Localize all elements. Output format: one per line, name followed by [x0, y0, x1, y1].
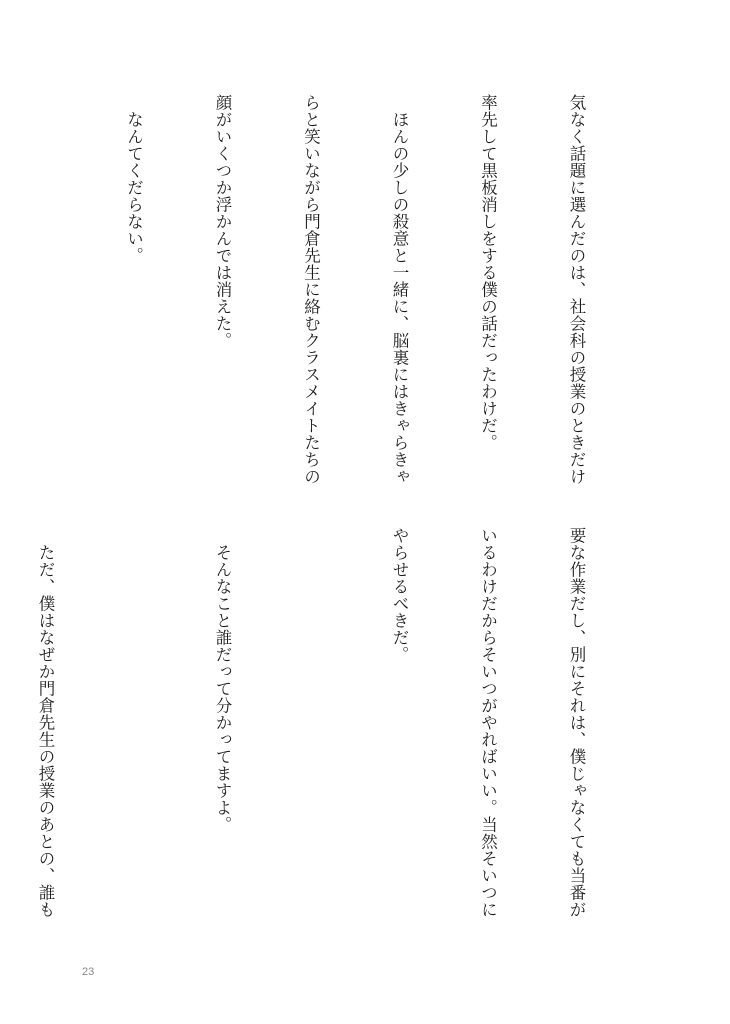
text-line-blank — [31, 94, 61, 494]
text-line: やらせるべきだ。 — [390, 527, 409, 663]
text-line: 顔がいくつか浮かんでは消えた。 — [213, 94, 232, 349]
text-line: ただ、僕はなぜか門倉先生の授業のあとの、誰も — [36, 527, 55, 918]
text-line: 要な作業だし、別にそれは、僕じゃなくても当番が — [567, 527, 586, 918]
text-line: 率先して黒板消しをする僕の話だったわけだ。 — [478, 94, 498, 451]
top-text-column-block — [80, 94, 650, 494]
text-line: 気なく話題に選んだのは、社会科の授業のときだけ — [567, 94, 586, 485]
text-line: らと笑いながら門倉先生に絡むクラスメイトたちの — [301, 94, 321, 485]
text-line: なんてくだらない。 — [124, 94, 144, 264]
text-line-blank — [296, 527, 326, 957]
page-number: 23 — [82, 966, 95, 978]
text-line: いるわけだからそいつがやればいい。当然そいつに — [478, 527, 498, 918]
text-line: ほんの少しの殺意と一緒に、脳裏にはきゃらきゃ — [390, 94, 409, 485]
text-line: そんなこと誰だって分かってますよ。 — [213, 527, 232, 833]
text-line-blank — [119, 527, 149, 957]
bottom-text-column-block — [36, 527, 650, 957]
